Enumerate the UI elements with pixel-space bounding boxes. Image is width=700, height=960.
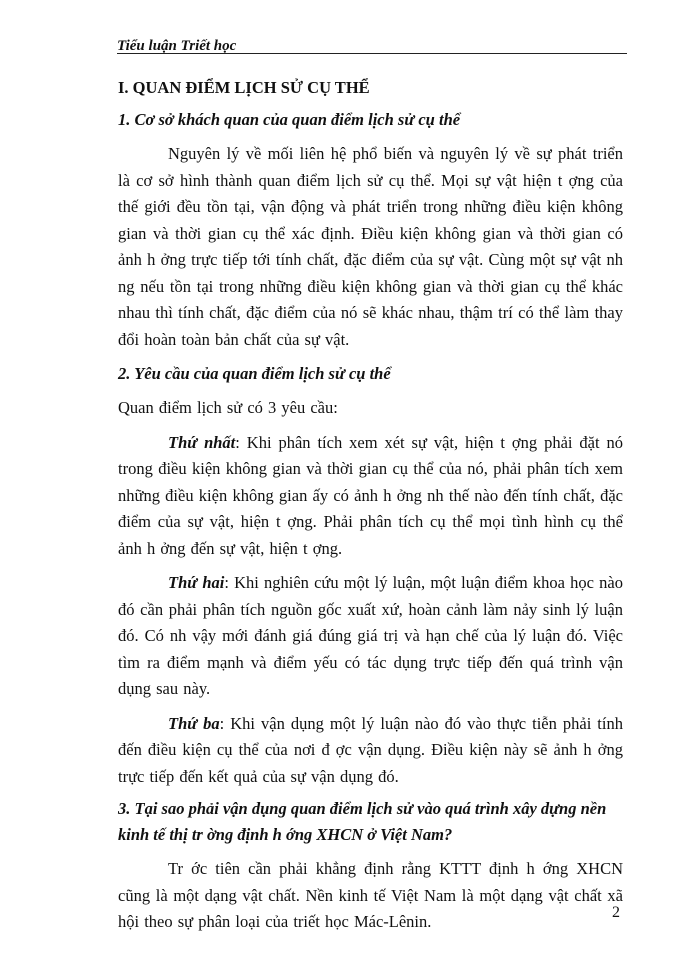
subsection-3-paragraph: Tr ớc tiên cần phải khẳng định rằng KTTT định h ớng XHCN cũng là một dạng vật chất. Nền kinh tế Việt Nam là một dạng vật chất xã hội theo sự phân loại của triết học Mác-Lênin.	[118, 859, 623, 931]
requirements-intro: Quan điểm lịch sử có 3 yêu cầu:	[118, 398, 338, 417]
header-rule	[117, 53, 627, 54]
requirement-1	[118, 430, 623, 563]
section-heading: I. QUAN ĐIỂM LỊCH SỬ CỤ THỂ	[118, 78, 370, 97]
requirement-1-text: : Khi phân tích xem xét sự vật, hiện t ợng phải đặt nó trong điều kiện không gian và thời gian cụ thể của nó, phải phân tích xem những điều kiện không gian ấy có ảnh h ởng nh thế nào đến tính chất, đặc điểm của sự vật, hiện t ợng. Phải phân tích cụ thể mọi tình hình cụ thể ảnh h ởng đến sự vật, hiện t ợng.	[118, 432, 623, 558]
subsection-1-paragraph: Nguyên lý về mối liên hệ phổ biến và nguyên lý về sự phát triển là cơ sở hình thành quan điểm lịch sử cụ thể. Mọi sự vật hiện t ợng của thế giới đều tồn tại, vận động và phát triển trong những điều kiện không gian và thời gian cụ thể xác định. Điều kiện không gian và thời gian có ảnh h ởng trực tiếp tới tính chất, đặc điểm của sự vật. Cùng một sự vật nh ng nếu tồn tại trong những điều kiện không gian và thời gian cụ thể khác nhau thì tính chất, đặc điểm của nó sẽ khác nhau, thậm trí có thể làm thay đổi hoàn toàn bản chất của sự vật.	[118, 144, 623, 349]
page-number: 2	[612, 904, 620, 921]
page-header	[117, 30, 627, 60]
requirement-3	[118, 711, 623, 791]
requirement-1-lead: Thứ nhất	[168, 432, 236, 452]
subsection-2-heading: 2. Yêu cầu của quan điểm lịch sử cụ thể	[118, 364, 391, 383]
requirement-2-text: : Khi nghiên cứu một lý luận, một luận điểm khoa học nào đó cần phải phân tích nguồn gốc xuất xứ, hoàn cảnh làm nảy sinh lý luận đó. Có nh vậy mới đánh giá đúng giá trị và hạn chế của lý luận đó. Việc tìm ra điểm mạnh và điểm yếu có tác dụng trực tiếp đến quá trình vận dụng sau này.	[118, 573, 623, 698]
requirement-3-text: : Khi vận dụng một lý luận nào đó vào thực tiễn phải tính đến điều kiện cụ thể của nơi đ ợc vận dụng. Điều kiện này sẽ ảnh h ởng trực tiếp đến kết quả của sự vận dụng đó.	[118, 713, 623, 786]
requirement-3-lead: Thứ ba	[168, 713, 220, 733]
subsection-3-heading: 3. Tại sao phải vận dụng quan điểm lịch sử vào quá trình xây dựng nền kinh tế thị tr ờng định h ớng XHCN ở Việt Nam?	[118, 799, 607, 844]
requirement-2-lead: Thứ hai	[168, 573, 225, 592]
subsection-1-heading: 1. Cơ sở khách quan của quan điểm lịch sử cụ thể	[118, 110, 461, 129]
header-title: Tiểu luận Triết học	[117, 38, 237, 54]
document-body	[118, 75, 623, 936]
requirement-2	[118, 570, 623, 703]
